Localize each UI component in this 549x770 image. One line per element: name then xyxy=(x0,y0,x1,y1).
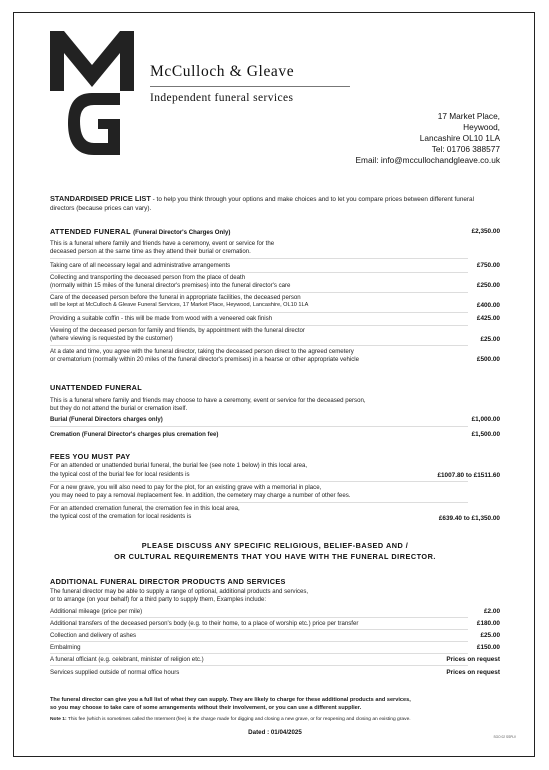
fees-burial-2: the typical cost of the burial fee for local residents is xyxy=(50,471,190,478)
additional-item-label: Additional transfers of the deceased person's body (e.g. to their home, to a place of worship etc.) price per transfer xyxy=(50,620,359,627)
attended-item-label: Providing a suitable coffin - this will be made from wood with a veneered oak finish xyxy=(50,315,273,322)
additional-item-price: £180.00 xyxy=(476,620,500,627)
divider xyxy=(50,345,468,346)
additional-item-price: Prices on request xyxy=(446,656,500,663)
attended-item-label: Taking care of all necessary legal and administrative arrangements xyxy=(50,262,231,269)
fees-cremation-1: For an attended cremation funeral, the cremation fee in this local area, xyxy=(50,505,240,512)
additional-item-price: Prices on request xyxy=(446,669,500,676)
fees-cremation-price: £639.40 to £1,350.00 xyxy=(438,515,500,522)
cremation-label: Cremation (Funeral Director's charges plus cremation fee) xyxy=(50,431,219,438)
divider xyxy=(50,641,468,642)
fees-burial-1: For an attended or unattended burial funeral, the burial fee (see note 1 below) in this local area, xyxy=(50,462,308,469)
divider xyxy=(50,272,468,273)
mg-monogram-logo xyxy=(50,31,134,159)
footer-bold-2: so you may choose to take care of some arrangements without their involvement, or you can use a different supplier. xyxy=(50,705,362,711)
divider xyxy=(50,502,468,503)
attended-item-price: £400.00 xyxy=(476,302,500,309)
attended-desc-2: deceased person at the same time as they attend their burial or cremation. xyxy=(50,248,251,255)
discuss-line-1: PLEASE DISCUSS ANY SPECIFIC RELIGIOUS, BELIEF-BASED AND / xyxy=(141,541,409,550)
additional-desc-1: The funeral director may be able to supply a range of optional, additional products and services, xyxy=(50,588,309,595)
fees-heading: FEES YOU MUST PAY xyxy=(50,452,131,461)
additional-item-label: A funeral officiant (e.g. celebrant, minister of religion etc.) xyxy=(50,656,204,663)
address-line: 17 Market Place, xyxy=(437,111,500,121)
note-label: Note 1: xyxy=(50,717,67,722)
additional-item-label: Collection and delivery of ashes xyxy=(50,632,137,639)
unattended-desc-2: but they do not attend the burial or cremation itself. xyxy=(50,405,188,412)
divider xyxy=(50,665,468,666)
footer-note xyxy=(50,716,411,724)
divider xyxy=(50,481,468,482)
additional-item-label: Services supplied outside of normal office hours xyxy=(50,669,180,676)
attended-item-label: will be kept at McCulloch & Gleave Funeral Services, 17 Market Place, Heywood, Lancashire, OL10 1LA xyxy=(50,302,309,308)
divider xyxy=(50,629,468,630)
additional-item-price: £2.00 xyxy=(484,608,500,615)
attended-item-price: £425.00 xyxy=(476,315,500,322)
attended-price: £2,350.00 xyxy=(471,228,500,235)
discuss-line-2: OR CULTURAL REQUIREMENTS THAT YOU HAVE WITH THE FUNERAL DIRECTOR. xyxy=(114,552,436,561)
fees-cremation-2: the typical cost of the cremation for local residents is xyxy=(50,513,192,520)
address-block xyxy=(356,111,500,166)
document-reference: SGO 02 SSPLV xyxy=(493,735,516,739)
brand-block xyxy=(150,63,360,104)
address-line: Heywood, xyxy=(463,122,500,132)
fees-grave-2: you may need to pay a removal /replacement fee. In addition, the cemetery may charge a number of other fees. xyxy=(50,492,351,499)
attended-item-price: £750.00 xyxy=(476,262,500,269)
divider xyxy=(50,258,468,259)
address-line: Lancashire OL10 1LA xyxy=(419,133,500,143)
additional-item-price: £150.00 xyxy=(476,644,500,651)
burial-price: £1,000.00 xyxy=(471,416,500,423)
attended-item-label: Care of the deceased person before the funeral in appropriate facilities, the deceased person xyxy=(50,294,301,301)
divider xyxy=(50,325,468,326)
footer-bold-1: The funeral director can give you a full list of what they can supply. They are likely to charge for these additional products and services, xyxy=(50,697,411,703)
divider xyxy=(50,617,468,618)
attended-item-label: or crematorium (normally within 20 miles of the funeral director's premises) in a hearse or other appropriate vehicle xyxy=(50,356,360,363)
attended-item-label: At a date and time, you agree with the funeral director, taking the deceased person direct to the agreed cemetery xyxy=(50,348,354,355)
attended-item-label: Collecting and transporting the deceased person from the place of death xyxy=(50,274,246,281)
attended-item-price: £25.00 xyxy=(480,336,500,343)
burial-label: Burial (Funeral Directors charges only) xyxy=(50,416,163,423)
brand-tagline: Independent funeral services xyxy=(150,92,294,104)
attended-title: ATTENDED FUNERAL xyxy=(50,227,131,236)
brand-name: McCulloch & Gleave xyxy=(150,63,295,80)
additional-heading: ADDITIONAL FUNERAL DIRECTOR PRODUCTS AND SERVICES xyxy=(50,577,286,586)
brand-divider xyxy=(150,86,350,87)
cremation-price: £1,500.00 xyxy=(471,431,500,438)
phone-line: Tel: 01706 388577 xyxy=(431,144,500,154)
divider xyxy=(50,653,468,654)
attended-heading xyxy=(50,227,230,236)
attended-item-price: £500.00 xyxy=(476,356,500,363)
attended-item-label: Viewing of the deceased person for family and friends, by appointment with the funeral director xyxy=(50,327,305,334)
fees-burial-price: £1007.80 to £1511.60 xyxy=(437,472,500,479)
dated-line: Dated : 01/04/2025 xyxy=(248,729,302,736)
fees-grave-1: For a new grave, you will also need to pay for the plot, for an existing grave with a memorial in place, xyxy=(50,484,322,491)
divider xyxy=(50,312,468,313)
price-list-sheet xyxy=(13,12,535,757)
attended-note: (Funeral Director's Charges Only) xyxy=(133,229,231,236)
attended-item-label: (normally within 15 miles of the funeral director's premises) into the funeral director's care xyxy=(50,282,291,289)
unattended-heading: UNATTENDED FUNERAL xyxy=(50,383,143,392)
divider xyxy=(50,292,468,293)
additional-item-price: £25.00 xyxy=(480,632,500,639)
intro-paragraph xyxy=(50,195,490,213)
note-text: This fee (which is sometimes called the Interment (fee) is the charge made for digging and closing a new grave, or for reopening and closing an existing grave. xyxy=(66,717,411,722)
unattended-desc-1: This is a funeral where family and friends may choose to have a ceremony, event or service for the deceased person, xyxy=(50,397,366,404)
additional-item-label: Additional mileage (price per mile) xyxy=(50,608,143,615)
divider xyxy=(50,426,468,427)
intro-title: STANDARDISED PRICE LIST xyxy=(50,194,151,203)
additional-desc-2: or to arrange (on your behalf) for a third party to supply them, Examples include: xyxy=(50,596,267,603)
attended-item-label: (where viewing is requested by the customer) xyxy=(50,335,173,342)
email-line[interactable]: Email: info@mccullochandgleave.co.uk xyxy=(355,155,500,165)
additional-item-label: Embalming xyxy=(50,644,81,651)
attended-item-price: £250.00 xyxy=(476,282,500,289)
attended-desc-1: This is a funeral where family and friends have a ceremony, event or service for the xyxy=(50,240,275,247)
intro-text: - to help you think through your options and make choices and to let you compare prices between different funeral directors (because prices can vary). xyxy=(50,196,475,212)
